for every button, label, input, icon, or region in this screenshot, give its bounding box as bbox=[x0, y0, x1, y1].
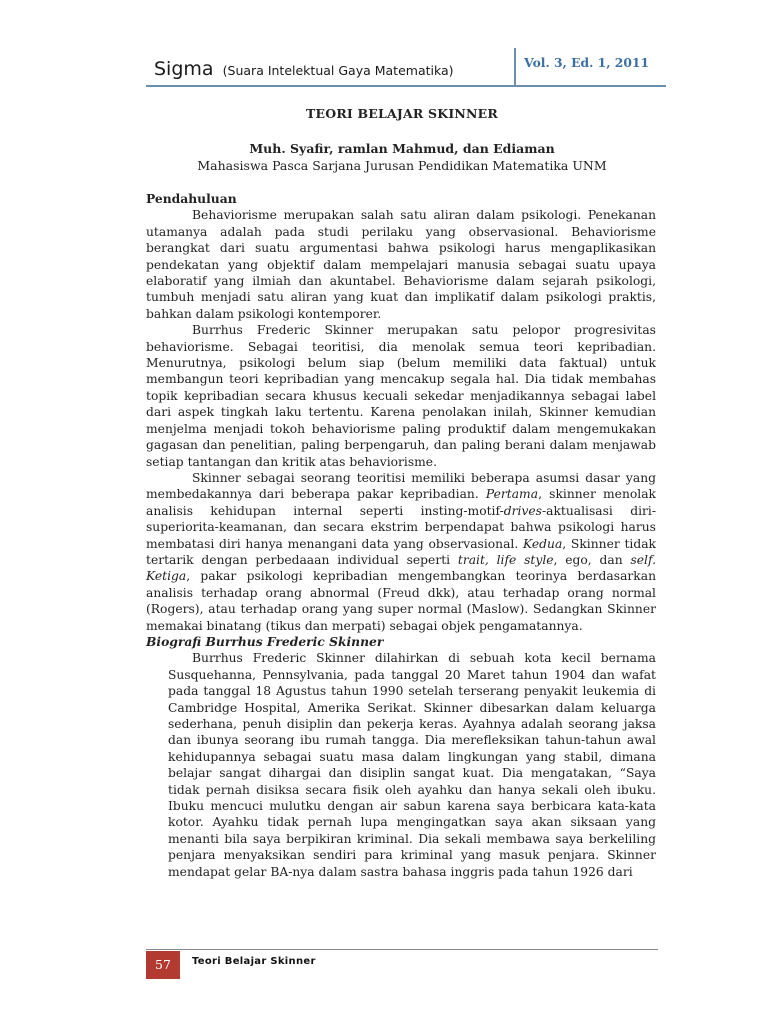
text-run: , pakar psikologi kepribadian mengembangkan teorinya berdasarkan analisis terhadap orang abnormal (Freud dkk), atau terhadap orang normal (Rogers), atau terhadap orang yang super normal (Maslow). Sedangkan Skinner memakai binatang (tikus dan merpati) sebagai objek pengamatannya. bbox=[146, 569, 656, 633]
article-title: TEORI BELAJAR SKINNER bbox=[306, 106, 498, 121]
paragraph-intro-1: Behaviorisme merupakan salah satu aliran dalam psikologi. Penekanan utamanya adalah pada studi perilaku yang observasional. Behaviorisme berangkat dari suatu argumentasi bahwa psikologi harus mengaplikasikan pendekatan yang objektif dalam mempelajari manusia sebagai suatu upaya elaboratif yang ilmiah dan akuntabel. Behaviorisme dalam sejarah psikologi, tumbuh menjadi satu aliran yang kuat dan implikatif dalam psikologi praktis, bahkan dalam psikologi kontemporer. bbox=[146, 208, 656, 321]
text-run: , Skinner tidak tertarik dengan perbedaaan individual seperti bbox=[146, 536, 656, 567]
journal-header bbox=[146, 44, 658, 86]
running-title: Teori Belajar Skinner bbox=[192, 956, 316, 967]
paragraph-intro-3 bbox=[146, 470, 656, 634]
article-affiliation: Mahasiswa Pasca Sarjana Jurusan Pendidikan Matematika UNM bbox=[197, 158, 607, 173]
text-run: , ego, dan bbox=[553, 552, 631, 567]
italic-run: Kedua bbox=[523, 536, 563, 551]
header-rule bbox=[146, 85, 666, 87]
volume-label: Vol. 3, Ed. 1, 2011 bbox=[524, 55, 649, 70]
italic-run: Pertama bbox=[485, 487, 539, 502]
italic-run: trait, life style bbox=[457, 552, 554, 567]
journal-name: Sigma bbox=[154, 58, 214, 80]
paragraph-intro-2: Burrhus Frederic Skinner merupakan satu pelopor progresivitas behaviorisme. Sebagai teoritisi, dia menolak semua teori kepribadian. Menurutnya, psikologi belum siap (belum memiliki data faktual) untuk membangun teori kepribadian yang mencakup segala hal. Dia tidak membahas topik kepribadian secara khusus kecuali sekedar menjadikannya sebagai label dari aspek tingkah laku tertentu. Karena penolakan inilah, Skinner kemudian menjelma menjadi tokoh behaviorisme paling produktif dalam mengemukakan gagasan dan penelitian, paling berpengaruh, dan paling berani dalam menjawab setiap tantangan dan kritik atas behaviorisme. bbox=[146, 323, 656, 469]
paragraph-biography: Burrhus Frederic Skinner dilahirkan di sebuah kota kecil bernama Susquehanna, Pennsylvania, pada tanggal 20 Maret tahun 1904 dan wafat pada tanggal 18 Agustus tahun 1990 setelah terserang penyakit leukemia di Cambridge Hospital, Amerika Serikat. Skinner dibesarkan dalam keluarga sederhana, penuh disiplin dan pekerja keras. Ayahnya adalah seorang jaksa dan ibunya seorang ibu rumah tangga. Dia merefleksikan tahun-tahun awal kehidupannya sebagai suatu masa dalam lingkungan yang stabil, dimana belajar sangat dihargai dan disiplin sangat kuat. Dia mengatakan, “Saya tidak pernah disiksa secara fisik oleh ayahku dan hanya sekali oleh ibuku. Ibuku mencuci mulutku dengan air sabun karena saya berbicara kata-kata kotor. Ayahku tidak pernah lupa mengingatkan saya akan siksaan yang menanti bila saya berpikiran kriminal. Dia sekali membawa saya berkeliling penjara menyaksikan sendiri para kriminal yang masuk penjara. Skinner mendapat gelar BA-nya dalam sastra bahasa inggris pada tahun 1926 dari bbox=[168, 651, 656, 879]
text-run: Skinner sebagai seorang teoritisi memiliki beberapa asumsi dasar yang membedakannya dari beberapa pakar kepribadian. bbox=[146, 470, 656, 502]
journal-subtitle: (Suara Intelektual Gaya Matematika) bbox=[222, 63, 454, 78]
journal-name-block bbox=[154, 58, 454, 80]
footer-rule bbox=[146, 949, 658, 950]
text-run: -aktualisasi diri-superiorita-keamanan, dan secara ekstrim berpendapat bahwa psikologi harus membatasi diri hanya menangani data yang observasional. bbox=[146, 503, 656, 551]
italic-run: self. Ketiga bbox=[146, 552, 656, 584]
article-body bbox=[146, 191, 656, 880]
section-heading-pendahuluan: Pendahuluan bbox=[146, 191, 237, 206]
italic-run: drives bbox=[503, 503, 542, 518]
section-heading-biografi: Biografi Burrhus Frederic Skinner bbox=[146, 633, 384, 649]
article-authors: Muh. Syafir, ramlan Mahmud, dan Ediaman bbox=[249, 141, 555, 156]
text-run: , skinner menolak analisis kehidupan internal seperti insting-motif- bbox=[146, 487, 656, 518]
page-number: 57 bbox=[146, 951, 180, 979]
